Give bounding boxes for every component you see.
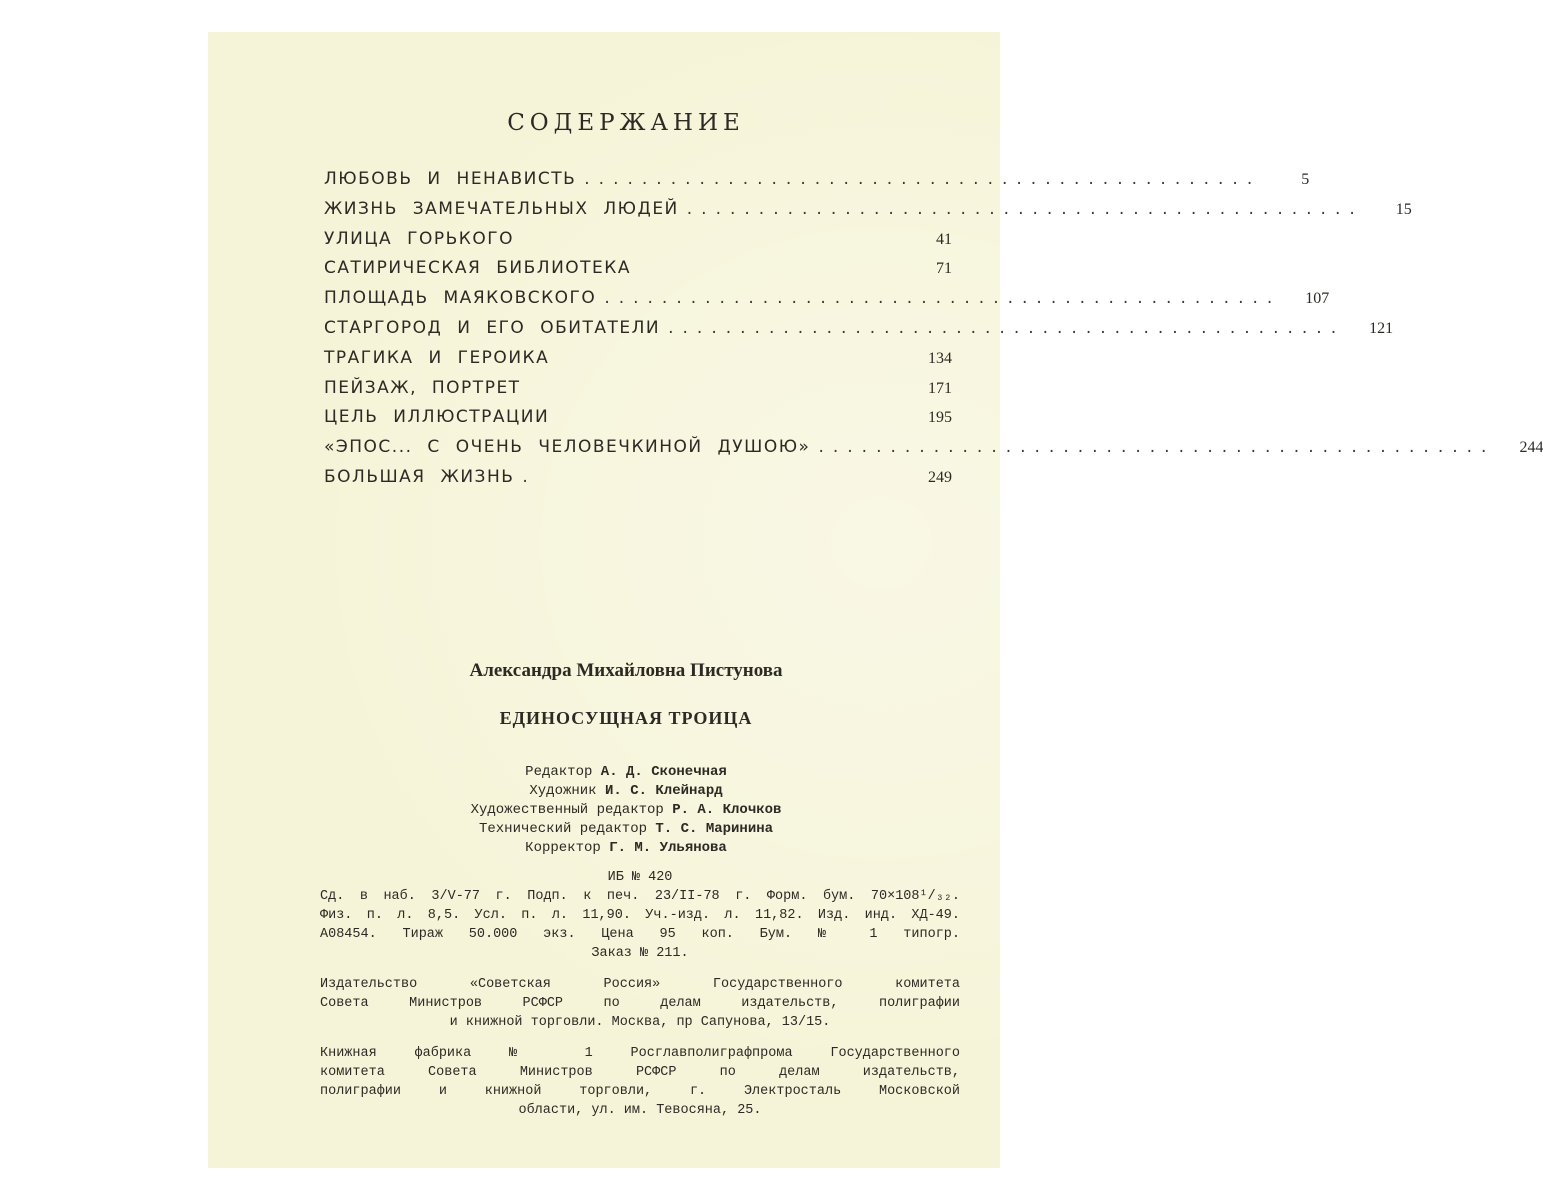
printer-line: области, ул. им. Тевосяна, 25. bbox=[518, 1103, 762, 1118]
toc-leader-dots: ............................................... bbox=[818, 437, 1496, 458]
toc-entry bbox=[324, 288, 1330, 318]
toc-title: СОДЕРЖАНИЕ bbox=[507, 110, 745, 136]
ib-number: ИБ № 420 bbox=[607, 870, 673, 885]
toc-entry bbox=[324, 169, 1310, 199]
credit-line bbox=[208, 820, 1044, 839]
toc-entry-page: 195 bbox=[928, 409, 952, 427]
print-line: Сд. в наб. 3/V-77 г. Подп. к печ. 23/II-78 г. Форм. бум. 70×108¹/₃₂. bbox=[320, 889, 960, 904]
toc-entry-title: ПЕЙЗАЖ, ПОРТРЕТ bbox=[324, 377, 521, 398]
toc-entry-page: 244 bbox=[1519, 439, 1543, 457]
toc-entry bbox=[324, 407, 952, 437]
toc-entry-title: УЛИЦА ГОРЬКОГО bbox=[324, 228, 514, 249]
toc-entry-page: 134 bbox=[928, 349, 952, 367]
toc-entry bbox=[324, 467, 952, 497]
toc-entry-title: ПЛОЩАДЬ МАЯКОВСКОГО bbox=[324, 288, 597, 309]
toc-leader-dots: . bbox=[522, 466, 537, 487]
toc-leader-dots: ............................................... bbox=[686, 198, 1364, 219]
toc-entry-page: 107 bbox=[1305, 290, 1330, 308]
credit-name: А. Д. Сконечная bbox=[600, 764, 727, 780]
credit-role: Корректор bbox=[525, 840, 601, 856]
toc-leader-dots: ............................................... bbox=[584, 169, 1262, 189]
toc-entry bbox=[324, 229, 952, 259]
credit-line bbox=[208, 782, 1044, 801]
print-details bbox=[320, 868, 960, 963]
toc-entry-title: ТРАГИКА И ГЕРОИКА bbox=[324, 347, 550, 368]
credit-role: Технический редактор bbox=[478, 821, 647, 837]
credits-list bbox=[208, 763, 1044, 858]
publisher-info bbox=[320, 975, 960, 1032]
printer-line: комитета Совета Министров РСФСР по делам издательств, bbox=[320, 1065, 960, 1080]
toc-leader-dots: ............................................... bbox=[604, 288, 1282, 309]
toc-entry-page: 71 bbox=[936, 260, 952, 278]
credit-role: Редактор bbox=[525, 764, 593, 780]
toc-entry-page: 171 bbox=[928, 379, 952, 397]
toc-leader-dots: ............................................... bbox=[668, 317, 1346, 338]
credit-line bbox=[208, 801, 1044, 820]
author-name: Александра Михайловна Пистунова bbox=[469, 660, 783, 681]
credit-line bbox=[208, 839, 1044, 858]
toc-entry bbox=[324, 317, 1394, 348]
credit-name: Г. М. Ульянова bbox=[609, 840, 727, 856]
credit-role: Художник bbox=[529, 783, 597, 799]
toc-entry-page: 5 bbox=[1301, 171, 1310, 188]
order-number: Заказ № 211. bbox=[591, 946, 689, 961]
publisher-line: Издательство «Советская Россия» Государственного комитета bbox=[320, 977, 960, 992]
print-line: А08454. Тираж 50.000 экз. Цена 95 коп. Бум. № 1 типогр. bbox=[320, 927, 960, 942]
toc-entry-page: 41 bbox=[936, 230, 952, 248]
credit-name: Р. А. Клочков bbox=[672, 802, 782, 818]
book-title: ЕДИНОСУЩНАЯ ТРОИЦА bbox=[499, 708, 753, 728]
toc-entry-title: ЛЮБОВЬ И НЕНАВИСТЬ bbox=[324, 169, 577, 189]
table-of-contents bbox=[324, 169, 1543, 497]
toc-entry bbox=[324, 258, 952, 288]
toc-entry-title: «ЭПОС... С ОЧЕНЬ ЧЕЛОВЕЧКИНОЙ ДУШОЮ» bbox=[324, 437, 811, 458]
print-line: Физ. п. л. 8,5. Усл. п. л. 11,90. Уч.-изд. л. 11,82. Изд. инд. ХД-49. bbox=[320, 908, 960, 923]
printer-line: Книжная фабрика № 1 Росглавполиграфпрома Государственного bbox=[320, 1046, 960, 1061]
book-page bbox=[208, 32, 1543, 1168]
toc-entry-page: 15 bbox=[1395, 200, 1412, 218]
printer-info bbox=[320, 1044, 960, 1120]
toc-entry-title: СТАРГОРОД И ЕГО ОБИТАТЕЛИ bbox=[324, 317, 661, 338]
printer-line: полиграфии и книжной торговли, г. Электросталь Московской bbox=[320, 1084, 960, 1099]
toc-entry-page: 249 bbox=[928, 468, 952, 486]
publisher-line: Совета Министров РСФСР по делам издательств, полиграфии bbox=[320, 996, 960, 1011]
toc-entry bbox=[324, 437, 1543, 467]
toc-entry bbox=[324, 378, 952, 408]
imprint bbox=[320, 868, 960, 1132]
toc-entry bbox=[324, 198, 1412, 229]
credit-role: Художественный редактор bbox=[470, 802, 664, 818]
credit-name: Т. С. Маринина bbox=[655, 821, 774, 837]
credit-name: И. С. Клейнард bbox=[605, 783, 723, 799]
toc-entry-page: 121 bbox=[1369, 319, 1394, 337]
publisher-line: и книжной торговли. Москва, пр Сапунова, 13/15. bbox=[449, 1015, 831, 1030]
credit-line bbox=[208, 763, 1044, 782]
toc-entry bbox=[324, 348, 952, 378]
toc-entry-title: ЦЕЛЬ ИЛЛЮСТРАЦИИ bbox=[324, 407, 550, 428]
toc-entry-title: БОЛЬШАЯ ЖИЗНЬ bbox=[324, 466, 515, 487]
toc-entry-title: САТИРИЧЕСКАЯ БИБЛИОТЕКА bbox=[324, 258, 631, 279]
toc-entry-title: ЖИЗНЬ ЗАМЕЧАТЕЛЬНЫХ ЛЮДЕЙ bbox=[324, 198, 679, 219]
